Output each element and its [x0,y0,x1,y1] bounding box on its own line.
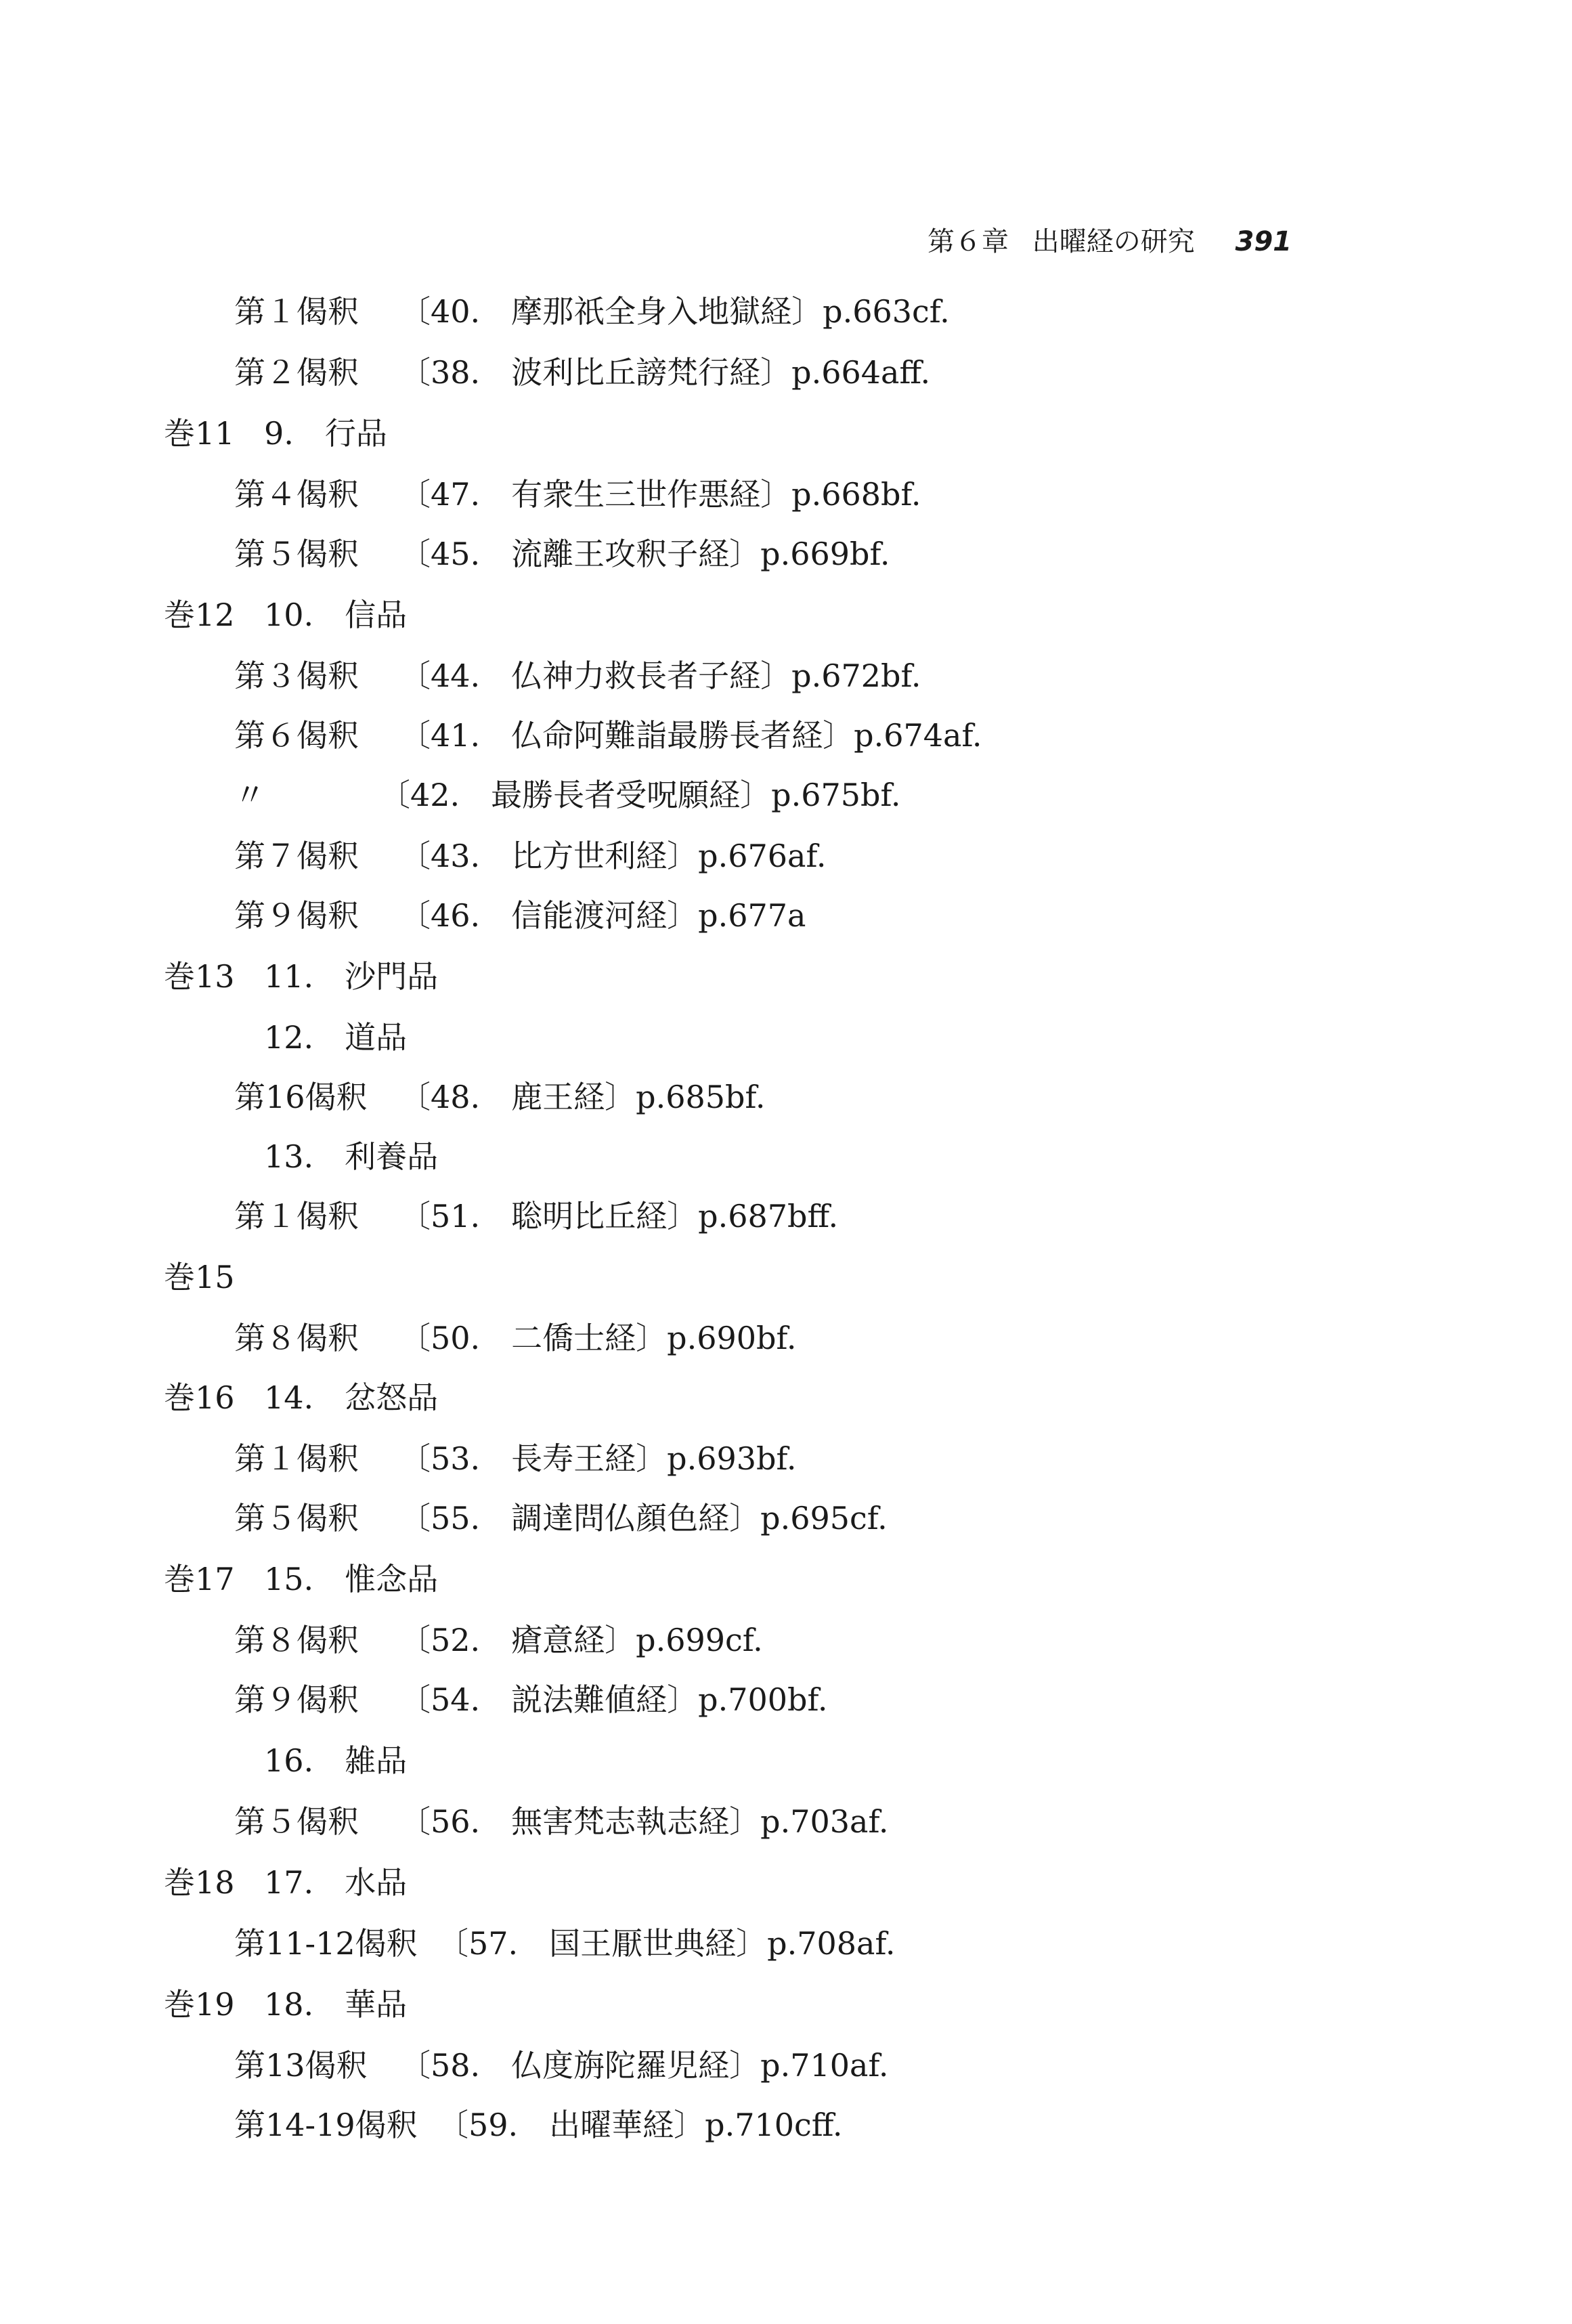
gatha-label: 第２偈釈 [234,354,359,391]
section-label: 9. 行品 [264,415,387,452]
volume-label: 巻18 [164,1864,235,1901]
section-label: 14. 忿怒品 [264,1379,439,1416]
sutra-reference: 〔55. 調達問仏顔色経〕p.695cf. [399,1500,888,1536]
volume-label: 巻12 [164,597,235,633]
chapter-title: 出曜経の研究 [1032,226,1195,257]
gatha-label: 第８偈釈 [234,1622,359,1658]
volume-label: 巻16 [164,1379,235,1416]
sutra-reference: 〔47. 有衆生三世作悪経〕p.668bf. [399,476,921,513]
section-heading [0,1129,1572,1184]
sutra-reference: 〔46. 信能渡河経〕p.677a [399,897,806,934]
gatha-label: 第14-19偈釈 [234,2107,418,2143]
sutra-reference: 〔50. 二僑士経〕p.690bf. [399,1320,797,1356]
sutra-reference: 〔54. 説法難値経〕p.700bf. [399,1681,828,1718]
volume-label: 巻17 [164,1561,235,1597]
gatha-label: 第４偈釈 [234,476,359,513]
sutra-reference: 〔45. 流離王攻釈子経〕p.669bf. [399,536,890,572]
sutra-reference: 〔52. 瘡意経〕p.699cf. [399,1622,763,1658]
sutra-reference: 〔38. 波利比丘謗梵行経〕p.664aff. [399,354,931,391]
section-heading [0,1371,1572,1425]
entry-line [0,1189,1572,1243]
entry-line [0,768,1572,822]
section-heading [0,406,1572,460]
sutra-reference: 〔56. 無害梵志執志経〕p.703af. [399,1803,889,1840]
entry-line [0,829,1572,883]
entry-line [0,284,1572,339]
section-heading [0,1250,1572,1304]
section-label: 13. 利養品 [264,1138,439,1175]
sutra-reference: 〔44. 仏神力救長者子経〕p.672bf. [399,658,921,694]
section-label: 10. 信品 [264,597,408,633]
section-label: 11. 沙門品 [264,958,439,995]
gatha-label: 第９偈釈 [234,1681,359,1718]
volume-label: 巻15 [164,1259,235,1295]
entry-line [0,1916,1572,1971]
gatha-label: 第３偈釈 [234,658,359,694]
sutra-reference: 〔43. 比方世利経〕p.676af. [399,838,827,874]
sutra-reference: 〔42. 最勝長者受呪願経〕p.675bf. [379,777,901,813]
chapter-label: 第６章 [927,226,1009,257]
sutra-reference: 〔53. 長寿王経〕p.693bf. [399,1440,797,1477]
volume-label: 巻13 [164,958,235,995]
sutra-reference: 〔59. 出曜華経〕p.710cff. [437,2107,843,2143]
section-heading [0,1855,1572,1910]
entry-line [0,708,1572,762]
sutra-reference: 〔40. 摩那祇全身入地獄経〕p.663cf. [399,293,950,330]
section-label: 18. 華品 [264,1986,408,2023]
gatha-label: 第８偈釈 [234,1320,359,1356]
gatha-label: 第16偈釈 [234,1079,368,1115]
sutra-reference: 〔51. 聡明比丘経〕p.687bff. [399,1198,839,1234]
entry-line [0,1794,1572,1849]
gatha-label: 第６偈釈 [234,717,359,754]
gatha-label: 第１偈釈 [234,293,359,330]
section-label: 16. 雑品 [264,1742,408,1779]
volume-label: 巻11 [164,415,235,452]
gatha-label: 第５偈釈 [234,1803,359,1840]
gatha-label: 第５偈釈 [234,1500,359,1536]
section-heading [0,1552,1572,1606]
entry-line [0,345,1572,400]
entry-line [0,1311,1572,1365]
entry-line [0,888,1572,943]
section-heading [0,1734,1572,1788]
gatha-label: 第９偈釈 [234,897,359,934]
running-header [927,218,1307,265]
section-heading [0,1977,1572,2031]
section-label: 12. 道品 [264,1019,408,1056]
sutra-reference: 〔58. 仏度旃陀羅児経〕p.710af. [399,2047,889,2084]
entry-line [0,1673,1572,1727]
gatha-label: 第１偈釈 [234,1440,359,1477]
section-heading [0,1010,1572,1064]
entry-line [0,527,1572,581]
sutra-reference: 〔41. 仏命阿難詣最勝長者経〕p.674af. [399,717,982,754]
entry-line [0,2038,1572,2092]
gatha-label: 第５偈釈 [234,536,359,572]
page-number: 391 [1235,226,1292,257]
sutra-reference: 〔57. 国王厭世典経〕p.708af. [437,1925,896,1962]
volume-label: 巻19 [164,1986,235,2023]
section-heading [0,588,1572,642]
ditto-mark: 〃 [234,777,265,813]
gatha-label: 第１偈釈 [234,1198,359,1234]
section-label: 17. 水品 [264,1864,408,1901]
gatha-label: 第13偈釈 [234,2047,368,2084]
entry-line [0,649,1572,703]
entry-line [0,1432,1572,1486]
entry-line [0,2098,1572,2152]
entry-line [0,1613,1572,1667]
gatha-label: 第７偈釈 [234,838,359,874]
section-heading [0,949,1572,1004]
entry-line [0,1070,1572,1124]
section-label: 15. 惟念品 [264,1561,439,1597]
sutra-reference: 〔48. 鹿王経〕p.685bf. [399,1079,766,1115]
gatha-label: 第11-12偈釈 [234,1925,418,1962]
entry-line [0,467,1572,521]
entry-line [0,1491,1572,1545]
